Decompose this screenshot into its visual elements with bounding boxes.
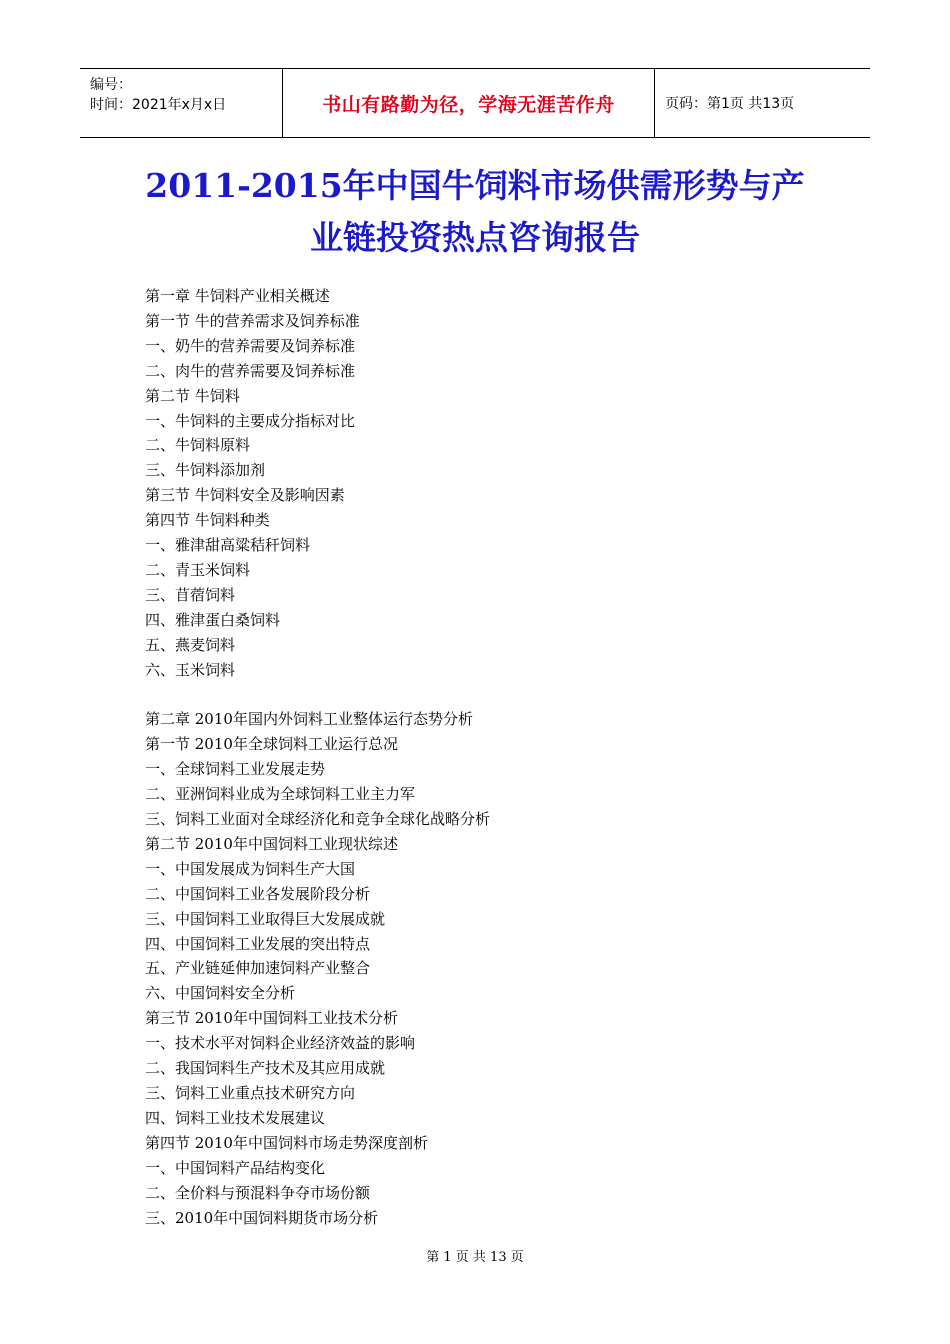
- toc-item: 第一章 牛饲料产业相关概述: [145, 287, 330, 305]
- toc-item: 一、中国饲料产品结构变化: [145, 1158, 326, 1177]
- toc-item: 三、中国饲料工业取得巨大发展成就: [145, 909, 386, 928]
- toc-item: 二、我国饲料生产技术及其应用成就: [145, 1059, 386, 1078]
- toc-item: 二、亚洲饲料业成为全球饲料工业主力军: [145, 785, 416, 804]
- toc-item: 一、牛饲料的主要成分指标对比: [145, 411, 356, 430]
- document-header: [80, 68, 870, 138]
- toc-item: 第二节 2010年中国饲料工业现状综述: [145, 834, 398, 853]
- table-of-contents: [145, 284, 845, 1230]
- header-motto-cell: [282, 69, 655, 137]
- toc-item: 二、肉牛的营养需要及饲养标准: [145, 361, 356, 380]
- toc-item: 四、雅津蛋白桑饲料: [145, 610, 281, 629]
- toc-item: 三、饲料工业重点技术研究方向: [145, 1083, 356, 1102]
- toc-item: 六、玉米饲料: [145, 660, 236, 679]
- toc-item: 第一节 2010年全球饲料工业运行总况: [145, 735, 398, 754]
- toc-item: 第三节 2010年中国饲料工业技术分析: [145, 1009, 398, 1028]
- time-label: 时间：2021年x月x日: [90, 97, 227, 113]
- toc-item: 第二节 牛饲料: [145, 386, 240, 405]
- header-page-info: 页码：第1页 共13页: [665, 96, 795, 112]
- toc-item: 三、2010年中国饲料期货市场分析: [145, 1208, 379, 1227]
- toc-item: 一、技术水平对饲料企业经济效益的影响: [145, 1034, 416, 1053]
- toc-item: 二、青玉米饲料: [145, 560, 251, 579]
- header-page-info-cell: [655, 69, 870, 137]
- toc-item: 第三节 牛饲料安全及影响因素: [145, 486, 345, 505]
- toc-item: 第二章 2010年国内外饲料工业整体运行态势分析: [145, 710, 473, 729]
- page-footer: 第 1 页 共 13 页: [426, 1250, 524, 1265]
- header-meta: [80, 69, 282, 137]
- toc-item: 三、饲料工业面对全球经济化和竞争全球化战略分析: [145, 810, 491, 829]
- toc-item: 第一节 牛的营养需求及饲养标准: [145, 311, 360, 330]
- toc-item: 一、中国发展成为饲料生产大国: [145, 859, 356, 878]
- toc-item: 五、产业链延伸加速饲料产业整合: [145, 959, 371, 978]
- toc-item: 第四节 2010年中国饲料市场走势深度剖析: [145, 1133, 428, 1152]
- toc-item: 二、中国饲料工业各发展阶段分析: [145, 884, 371, 903]
- toc-item: 一、全球饲料工业发展走势: [145, 760, 326, 779]
- title-line-2: 业链投资热点咨询报告: [310, 218, 640, 257]
- toc-item: 二、全价料与预混料争夺市场份额: [145, 1183, 371, 1202]
- header-motto: 书山有路勤为径，学海无涯苦作舟: [322, 93, 615, 116]
- serial-label: 编号：: [90, 77, 132, 93]
- toc-item: 三、牛饲料添加剂: [145, 461, 266, 480]
- document-title: [100, 160, 850, 264]
- toc-item: 三、苜蓿饲料: [145, 585, 236, 604]
- toc-item: 五、燕麦饲料: [145, 635, 236, 654]
- toc-spacer: [145, 683, 845, 708]
- toc-item: 一、雅津甜高粱秸秆饲料: [145, 536, 311, 555]
- toc-item: 第四节 牛饲料种类: [145, 511, 270, 530]
- title-line-1: 2011-2015年中国牛饲料市场供需形势与产: [145, 166, 805, 205]
- toc-item: 四、饲料工业技术发展建议: [145, 1108, 326, 1127]
- toc-item: 二、牛饲料原料: [145, 436, 251, 455]
- toc-item: 六、中国饲料安全分析: [145, 984, 296, 1003]
- toc-item: 四、中国饲料工业发展的突出特点: [145, 934, 371, 953]
- toc-item: 一、奶牛的营养需要及饲养标准: [145, 336, 356, 355]
